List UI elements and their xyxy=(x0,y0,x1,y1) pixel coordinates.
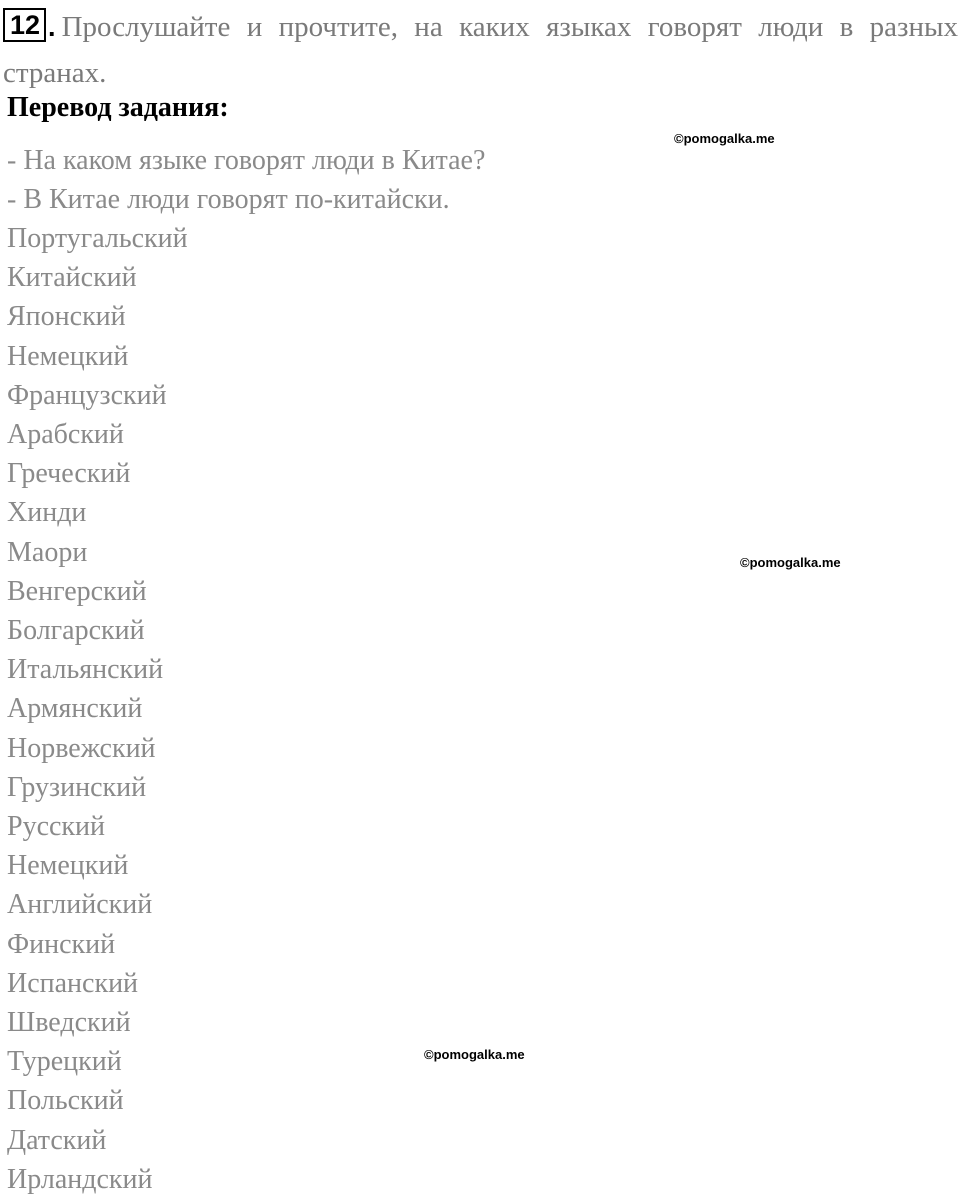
language-item: Армянский xyxy=(7,693,143,725)
dialogue-line: - В Китае люди говорят по-китайски. xyxy=(7,184,450,216)
language-item: Итальянский xyxy=(7,654,164,686)
language-item: Арабский xyxy=(7,419,124,451)
language-item: Норвежский xyxy=(7,732,156,764)
language-item: Ирландский xyxy=(7,1163,153,1195)
language-item: Маори xyxy=(7,536,88,568)
language-item: Польский xyxy=(7,1085,124,1117)
dialogue xyxy=(7,141,485,219)
language-item: Русский xyxy=(7,811,105,843)
watermark: ©pomogalka.me xyxy=(424,1047,525,1062)
task-number-box: 12 xyxy=(3,8,46,42)
language-item: Болгарский xyxy=(7,615,145,647)
language-item: Английский xyxy=(7,889,153,921)
language-item: Китайский xyxy=(7,262,137,294)
language-item: Португальский xyxy=(7,223,188,254)
language-item: Японский xyxy=(7,301,126,333)
language-item: Испанский xyxy=(7,967,139,999)
translation-heading: Перевод задания: xyxy=(7,92,229,123)
language-item: Шведский xyxy=(7,1007,131,1039)
language-item: Немецкий xyxy=(7,340,129,372)
task-instruction: Прослушайте и прочтите, на каких языках говорят люди в разных странах. xyxy=(3,11,958,89)
watermark: ©pomogalka.me xyxy=(740,555,841,570)
task-header xyxy=(3,4,958,96)
language-item: Немецкий xyxy=(7,850,129,882)
watermark: ©pomogalka.me xyxy=(674,131,775,146)
task-number-dot: . xyxy=(48,12,56,42)
language-item: Французский xyxy=(7,379,167,411)
language-item: Турецкий xyxy=(7,1046,122,1078)
language-item: Датский xyxy=(7,1124,107,1156)
dialogue-line: - На каком языке говорят люди в Китае? xyxy=(7,145,486,176)
language-item: Грузинский xyxy=(7,771,147,803)
language-item: Венгерский xyxy=(7,575,147,607)
language-item: Греческий xyxy=(7,458,131,490)
language-item: Финский xyxy=(7,928,116,960)
language-item: Хинди xyxy=(7,497,87,529)
language-list xyxy=(7,219,188,1199)
